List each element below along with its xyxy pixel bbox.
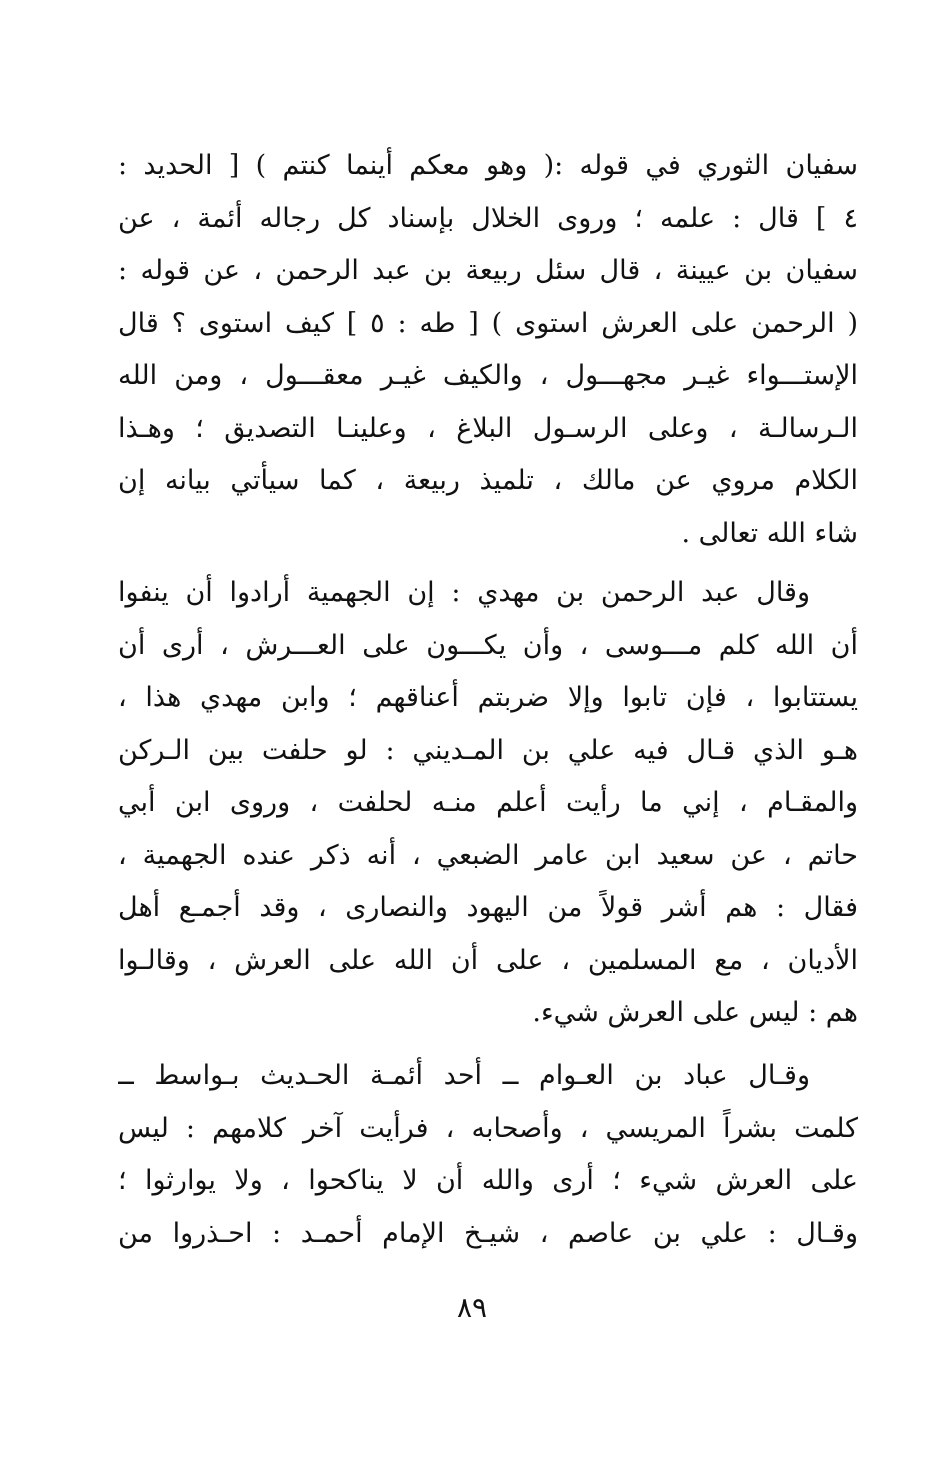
text-line: الأديان ، مع المسلمين ، على أن الله على العرش ، وقالـوا bbox=[118, 944, 858, 976]
page-number: ٨٩ bbox=[456, 1291, 488, 1324]
text-line: وقال عبد الرحمن بن مهدي : إن الجهمية أرادوا أن ينفوا bbox=[118, 577, 810, 608]
text-line: شاء الله تعالى . bbox=[681, 517, 858, 549]
paragraph-2 bbox=[118, 567, 858, 1040]
text-line: سفيان الثوري في قوله :( وهو معكم أينما كنتم ) [ الحديد : bbox=[118, 150, 858, 181]
text-line: وقـال : علي بن عاصم ، شيـخ الإمام أحمـد : احـذروا من bbox=[118, 1217, 858, 1249]
text-line: والمقـام ، إني ما رأيت أعلم منـه لحلفت ، وروى ابن أبي bbox=[118, 787, 858, 818]
text-line: سفيان بن عيينة ، قال سئل ربيعة بن عبد الرحمن ، عن قوله : bbox=[118, 255, 858, 286]
paragraph-1 bbox=[118, 140, 858, 560]
text-line: يستتابوا ، فإن تابوا وإلا ضربتم أعناقهم ؛ وابن مهدي هذا ، bbox=[118, 682, 858, 713]
text-line: هم : ليس على العرش شيء. bbox=[532, 997, 858, 1028]
text-line: على العرش شيء ؛ أرى والله أن لا يناكحوا ، ولا يوارثوا ؛ bbox=[118, 1165, 858, 1196]
text-line: الكلام مروي عن مالك ، تلميذ ربيعة ، كما سيأتي بيانه إن bbox=[118, 465, 858, 496]
text-line: كلمت بشراً المريسي ، وأصحابه ، فرأيت آخر كلامهم : ليس bbox=[118, 1112, 858, 1144]
text-line: هـو الذي قـال فيه علي بن المـديني : لو حلفت بين الـركن bbox=[118, 734, 858, 766]
text-line: حاتم ، عن سعيد ابن عامر الضبعي ، أنه ذكر عنده الجهمية ، bbox=[118, 839, 858, 871]
paragraph-3 bbox=[118, 1050, 858, 1260]
text-line: أن الله كلم مـــوسى ، وأن يكـــون على العـــرش ، أرى أن bbox=[118, 629, 858, 661]
text-line: الإستـــواء غيـر مجهـــول ، والكيف غيـر معقـــول ، ومن الله bbox=[118, 360, 858, 391]
text-line: فقال : هم أشر قولاً من اليهود والنصارى ، وقد أجمـع أهل bbox=[118, 892, 858, 923]
text-line: ٤ ] قال : علمه ؛ وروى الخلال بإسناد كل رجاله أئمة ، عن bbox=[118, 202, 858, 234]
text-line: ( الرحمن على العرش استوى ) [ طه : ٥ ] كيف استوى ؟ قال bbox=[118, 307, 858, 339]
text-line: الـرسالـة ، وعلى الرسـول البلاغ ، وعلينـا التصديق ؛ وهـذا bbox=[118, 412, 858, 444]
text-line: وقـال عباد بن العـوام ــ أحد أئمـة الحـديث بـواسط ــ bbox=[118, 1060, 810, 1091]
